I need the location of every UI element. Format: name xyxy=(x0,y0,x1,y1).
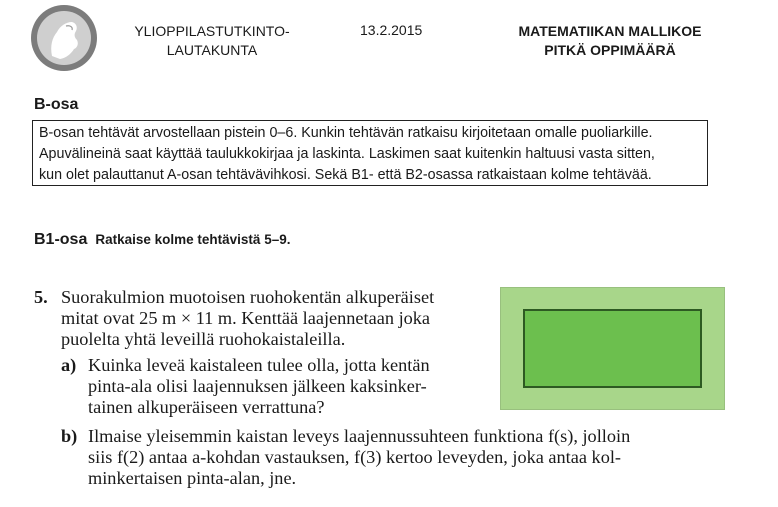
exam-title xyxy=(490,22,730,60)
expanded-field-illustration xyxy=(500,287,725,410)
problem-number: 5. xyxy=(34,287,48,307)
instructions-line-1: B-osan tehtävät arvostellaan pistein 0–6. Kunkin tehtävän ratkaisu kirjoitetaan omalle puoliarkille. xyxy=(39,125,653,141)
instructions-line-2: Apuvälineinä saat käyttää taulukkokirjaa ja laskinta. Laskimen saat kuitenkin haltuusi vasta sitten, xyxy=(39,146,655,162)
org-line-1: YLIOPPILASTUTKINTO- xyxy=(134,23,290,39)
organization-name xyxy=(132,22,292,60)
problem-intro xyxy=(61,287,434,350)
section-b1-instruction: Ratkaise kolme tehtävistä 5–9. xyxy=(95,232,291,247)
intro-line-3: puolelta yhtä leveillä ruohokaistaleilla. xyxy=(61,329,346,349)
part-a-label: a) xyxy=(61,355,77,375)
section-b1-heading xyxy=(34,231,290,249)
exam-title-line-1: MATEMATIIKAN MALLIKOE xyxy=(518,23,702,39)
part-a-line-3: tainen alkuperäiseen verrattuna? xyxy=(88,397,325,417)
section-b-instructions xyxy=(32,120,708,186)
part-b-label: b) xyxy=(61,426,78,446)
instructions-line-3: kun olet palauttanut A-osan tehtävävihkosi. Sekä B1- että B2-osassa ratkaistaan kolme tehtävää. xyxy=(39,167,652,183)
original-field-rectangle xyxy=(523,309,702,388)
intro-line-2: mitat ovat 25 m × 11 m. Kenttää laajennetaan joka xyxy=(61,308,431,328)
part-b-line-2: siis f(2) antaa a-kohdan vastauksen, f(3) kertoo leveyden, joka antaa kol- xyxy=(88,447,622,467)
exam-date: 13.2.2015 xyxy=(360,22,423,38)
part-a-line-2: pinta-ala olisi laajennuksen jälkeen kaksinker- xyxy=(88,376,427,396)
section-b-title: B-osa xyxy=(34,96,79,113)
section-b1-title: B1-osa xyxy=(34,231,88,248)
part-a-text xyxy=(88,355,430,418)
part-a-line-1: Kuinka leveä kaistaleen tulee olla, jotta kentän xyxy=(88,355,430,375)
org-line-2: LAUTAKUNTA xyxy=(166,42,258,58)
exam-title-line-2: PITKÄ OPPIMÄÄRÄ xyxy=(544,42,676,58)
part-b-line-1: Ilmaise yleisemmin kaistan leveys laajennussuhteen funktiona f(s), jolloin xyxy=(88,426,631,446)
intro-line-1: Suorakulmion muotoisen ruohokentän alkuperäiset xyxy=(61,287,435,307)
part-b-line-3: minkertaisen pinta-alan, jne. xyxy=(88,468,297,488)
board-logo xyxy=(30,4,98,72)
part-b-text xyxy=(88,426,630,489)
